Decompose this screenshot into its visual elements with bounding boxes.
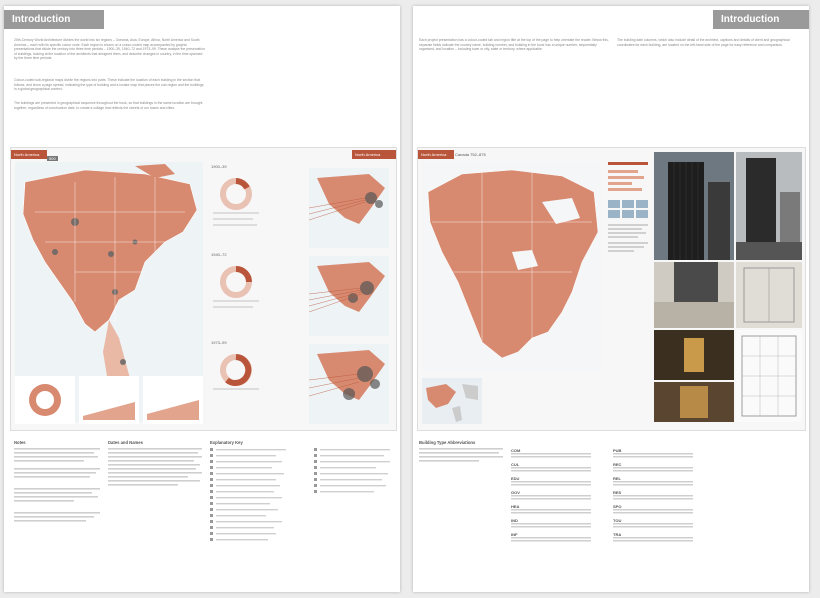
canada-map xyxy=(422,162,602,372)
donut-chart-3 xyxy=(211,348,261,424)
intro-text-2: Colour-coded sub-regional maps divide the regions into parts. These indicate the location of each building in the section that follows, and show a page spread, indicating the type of building and a locator map that places the sub-region and the buildings in a global geographical context. xyxy=(14,78,204,92)
period-label-1: 1900–39 xyxy=(211,164,227,169)
intro-text-1: 20th-Century World Architecture divides the world into six regions – Oceania, Asia, Europe, Africa, North America and South America – each with its specific colour code. Each region is shown on a colour-coded map accompanied by graphic presentations that divide the century into three time periods – 1900–39, 1940–72 and 1973–99. These analyse the preservation of buildings, looking at the location of the architects that designed them, and describe changes in country, in the time spanned by the three time periods. xyxy=(14,38,205,61)
spread-preview-right xyxy=(417,147,806,431)
abbreviation-desc-lines xyxy=(511,537,591,542)
abbreviation-code: INF xyxy=(511,532,518,537)
photo-plan-drawing xyxy=(736,330,802,422)
left-page xyxy=(4,6,400,592)
map-marker-label: 500 xyxy=(49,156,56,161)
notes-title: Notes xyxy=(14,440,26,445)
intro-text-right-1: Each project presentation has a colour-coded tab and region title at the top of the page to help orientate the reader. Below this, separate fields indicate the country name, building number, and building in the book has a unique number, sequentially organised, and location – including town or city, state or territory, where applicable. xyxy=(419,38,609,52)
region-header-right: North America xyxy=(352,150,396,159)
period-label-3: 1973–99 xyxy=(211,340,227,345)
abbreviation-desc-lines xyxy=(511,481,591,486)
bar-chart-mini xyxy=(79,376,139,424)
abbreviation-item xyxy=(511,476,601,488)
intro-text-3: The buildings are presented in geographical sequence throughout the book, so that buildings in the same location are brought together, regardless of construction date, to create a collage that reflects the streets of our towns and cities. xyxy=(14,101,203,110)
region-header: North America xyxy=(11,150,47,159)
photo-tower-exterior xyxy=(654,152,734,260)
abbreviation-desc-lines xyxy=(511,509,591,514)
abbreviation-item xyxy=(613,490,703,502)
pie-chart-mini xyxy=(15,376,75,424)
abbreviation-item xyxy=(511,462,601,474)
abbreviation-item xyxy=(613,476,703,488)
abbreviation-code: RES xyxy=(613,490,622,495)
abbreviation-code: REL xyxy=(613,476,621,481)
period-map-2 xyxy=(309,256,389,336)
abbreviation-desc-lines xyxy=(511,453,591,458)
section-tab-right: Introduction xyxy=(713,10,809,29)
donut-chart-1 xyxy=(211,172,261,248)
abbreviation-desc-lines xyxy=(613,523,693,528)
abbreviation-code: COM xyxy=(511,448,521,453)
abbreviation-desc-lines xyxy=(511,523,591,528)
abbreviation-desc-lines xyxy=(511,467,591,472)
abbreviation-desc-lines xyxy=(613,453,693,458)
abbreviation-desc-lines xyxy=(613,509,693,514)
region-header: North America xyxy=(418,150,454,159)
section-tab-left: Introduction xyxy=(4,10,104,29)
abbreviation-item xyxy=(613,532,703,544)
abbreviation-desc-lines xyxy=(613,537,693,542)
abbreviation-item xyxy=(511,532,601,544)
abbreviation-item xyxy=(511,518,601,530)
abbreviation-item xyxy=(613,518,703,530)
abbreviation-item xyxy=(511,504,601,516)
period-label-2: 1940–72 xyxy=(211,252,227,257)
country-header: Canada 752–875 xyxy=(455,152,486,157)
data-column xyxy=(608,162,648,422)
period-map-3 xyxy=(309,344,389,424)
abbreviation-item xyxy=(511,490,601,502)
spread-preview-left xyxy=(10,147,397,431)
abbreviation-desc-lines xyxy=(613,495,693,500)
photo-interior-lobby xyxy=(736,262,802,328)
photo-tower-street xyxy=(736,152,802,260)
right-page xyxy=(413,6,809,592)
abbreviation-code: HEA xyxy=(511,504,520,509)
abbreviation-code: PUB xyxy=(613,448,622,453)
locator-map xyxy=(422,378,482,424)
abbreviation-code: REC xyxy=(613,462,622,467)
notes-text-lines xyxy=(14,448,394,558)
key-title: Explanatory Key xyxy=(210,440,243,445)
abbreviation-code: SPO xyxy=(613,504,622,509)
abbreviation-code: IND xyxy=(511,518,518,523)
abbreviation-item xyxy=(613,504,703,516)
donut-chart-2 xyxy=(211,260,261,336)
abbreviation-desc-lines xyxy=(613,467,693,472)
abbreviation-code: EDU xyxy=(511,476,520,481)
abbreviation-code: TOU xyxy=(613,518,622,523)
abbreviation-code: GOV xyxy=(511,490,520,495)
period-column xyxy=(209,162,391,426)
period-map-1 xyxy=(309,168,389,248)
area-chart-mini xyxy=(143,376,203,424)
dates-title: Dates and Names xyxy=(108,440,143,445)
abbreviation-desc-lines xyxy=(613,481,693,486)
photo-interior-gold xyxy=(654,330,734,380)
abbreviation-item xyxy=(613,462,703,474)
photo-interior-dark xyxy=(654,382,734,422)
building-types-text xyxy=(419,448,505,498)
abbreviation-desc-lines xyxy=(511,495,591,500)
abbreviation-code: TRA xyxy=(613,532,622,537)
abbreviation-item xyxy=(613,448,703,460)
abbreviation-item xyxy=(511,448,601,460)
building-types-title: Building Type Abbreviations xyxy=(419,440,476,445)
color-swatches xyxy=(608,162,648,302)
intro-text-right-2: The building date columns, which also include detail of the architect, captions and details of client and geographical coordinates for each building, are located on the left-hand side of the page for easy reference and comparison. xyxy=(617,38,790,47)
abbreviation-code: CUL xyxy=(511,462,520,467)
photo-plaza xyxy=(654,262,734,328)
